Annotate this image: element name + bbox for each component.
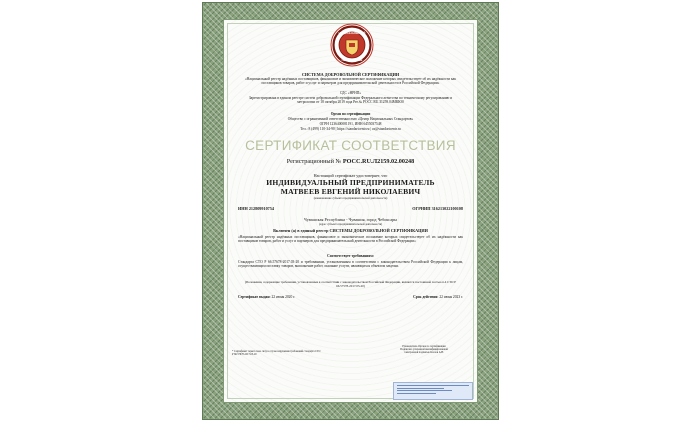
requirements-text: Стандарта СТО Р 66.57678-2017.03-20 и требованиям, установленным в соответствии с законодательством Российской Федерации к лицам, осуществляющим поставку товаров, выполнение работ, оказание услуги, являющихся объектом закупки. xyxy=(238,260,463,269)
reg-label: Регистрационный № xyxy=(286,158,342,165)
certifies-text: Настоящий сертификат удостоверяет, что xyxy=(313,173,388,178)
electronic-signature-stamp xyxy=(393,382,473,400)
holder-type: ИНДИВИДУАЛЬНЫЙ ПРЕДПРИНИМАТЕЛЬ xyxy=(266,178,435,187)
appendix-note: (Положения, содержащие требования, установленные в соответствии с законодательством Российской Федерации, являются постоянной частью п.4 СТО Р 66.57578-2017.03-20) xyxy=(244,280,457,288)
organ-ids: ОГРН 1236400081191, ИНН 6455037548 xyxy=(319,122,382,126)
issued-date: 22 июня 2020 г. xyxy=(271,295,296,299)
requirements-title: Соответствует требованиям: xyxy=(327,254,374,258)
included-line xyxy=(230,228,471,233)
svg-text:НАЦИОНАЛЬНЫЙ: НАЦИОНАЛЬНЫЙ xyxy=(338,31,366,35)
organ-contacts: Тел.: 8 (499) 110-34-90 | https://standartcentr.ru | os@standartcentr.ru xyxy=(300,127,401,131)
included-label: Включен (а) в единый реестр xyxy=(273,228,329,233)
address-caption: (адрес субъекта предпринимательской деятельности) xyxy=(318,223,383,226)
included-description: «Национальный реестр надёжных поставщиков, финансовое и экономическое положение которых свидетельствует об их надёжности как поставщиков товаров, работ и услуг и партнеров для предпринимательской деятельности в Российской Федерации» xyxy=(238,235,463,244)
ogrnip: ОГРНИП 316213022100108 xyxy=(412,206,463,211)
system-title: СИСТЕМА ДОБРОВОЛЬНОЙ СЕРТИФИКАЦИИ xyxy=(301,72,400,77)
holder-caption: (наименование субъекта предпринимательской деятельности) xyxy=(313,197,388,200)
valid-line xyxy=(413,295,463,299)
holder-name: МАТВЕЕВ ЕВГЕНИЙ НИКОЛАЕВИЧ xyxy=(280,187,421,196)
sds-code: СДС «НРНП» xyxy=(339,91,362,95)
registration-info: Зарегистрирована в едином реестре систем добровольной сертификации Федерального агентства по техническому регулированию и метрологии от 18 октября 2019 года Рег.№ РОСС RU.З1259.04МКЮ0 xyxy=(248,96,453,105)
included-system: СИСТЕМЫ ДОБРОВОЛЬНОЙ СЕРТИФИКАЦИИ xyxy=(329,228,428,233)
signature-line-3: электронной подписью Козлов А.Н. xyxy=(404,351,444,355)
signature-block xyxy=(379,345,469,355)
certificate-paper xyxy=(223,19,478,403)
system-description: «Национальный реестр надёжных поставщиков, финансовое и экономическое положение которых свидетельствует об их надёжности как поставщиков товаров, работ и услуг и партнеров для предпринимательской деятельности в Российской Федерации» xyxy=(245,77,456,86)
address: Чувашская Республика - Чувашия, город Чебоксары xyxy=(304,217,397,222)
inn: ИНН 212809910754 xyxy=(238,206,274,211)
registration-number-line xyxy=(230,158,471,165)
certificate-title: СЕРТИФИКАТ СООТВЕТСТВИЯ xyxy=(245,138,456,153)
national-registry-seal xyxy=(330,23,374,67)
issued-label: Сертификат выдан: xyxy=(238,295,271,299)
reg-number: РОСС.RU.Л2159.02.00248 xyxy=(342,158,415,165)
footer-note: * Сертификат теряет свою силу в случае нарушения требований стандарта СТО Р 66.57678-2017.03-20 xyxy=(232,350,321,357)
signature-title: Руководитель Органа по сертификации xyxy=(402,345,446,348)
organ-name: Общество с ограниченной ответственностью «Центр Национальных Стандартов» xyxy=(287,117,414,121)
signature-line-2: Подписано усиленной квалифицированной xyxy=(400,348,448,352)
valid-label: Срок действия: xyxy=(413,295,439,299)
certificate-frame xyxy=(202,2,499,420)
valid-date: 22 июня 2023 г. xyxy=(439,295,463,299)
organ-title: Орган по сертификации xyxy=(330,112,371,116)
svg-text:ПОСТАВЩИКОВ: ПОСТАВЩИКОВ xyxy=(341,59,363,62)
